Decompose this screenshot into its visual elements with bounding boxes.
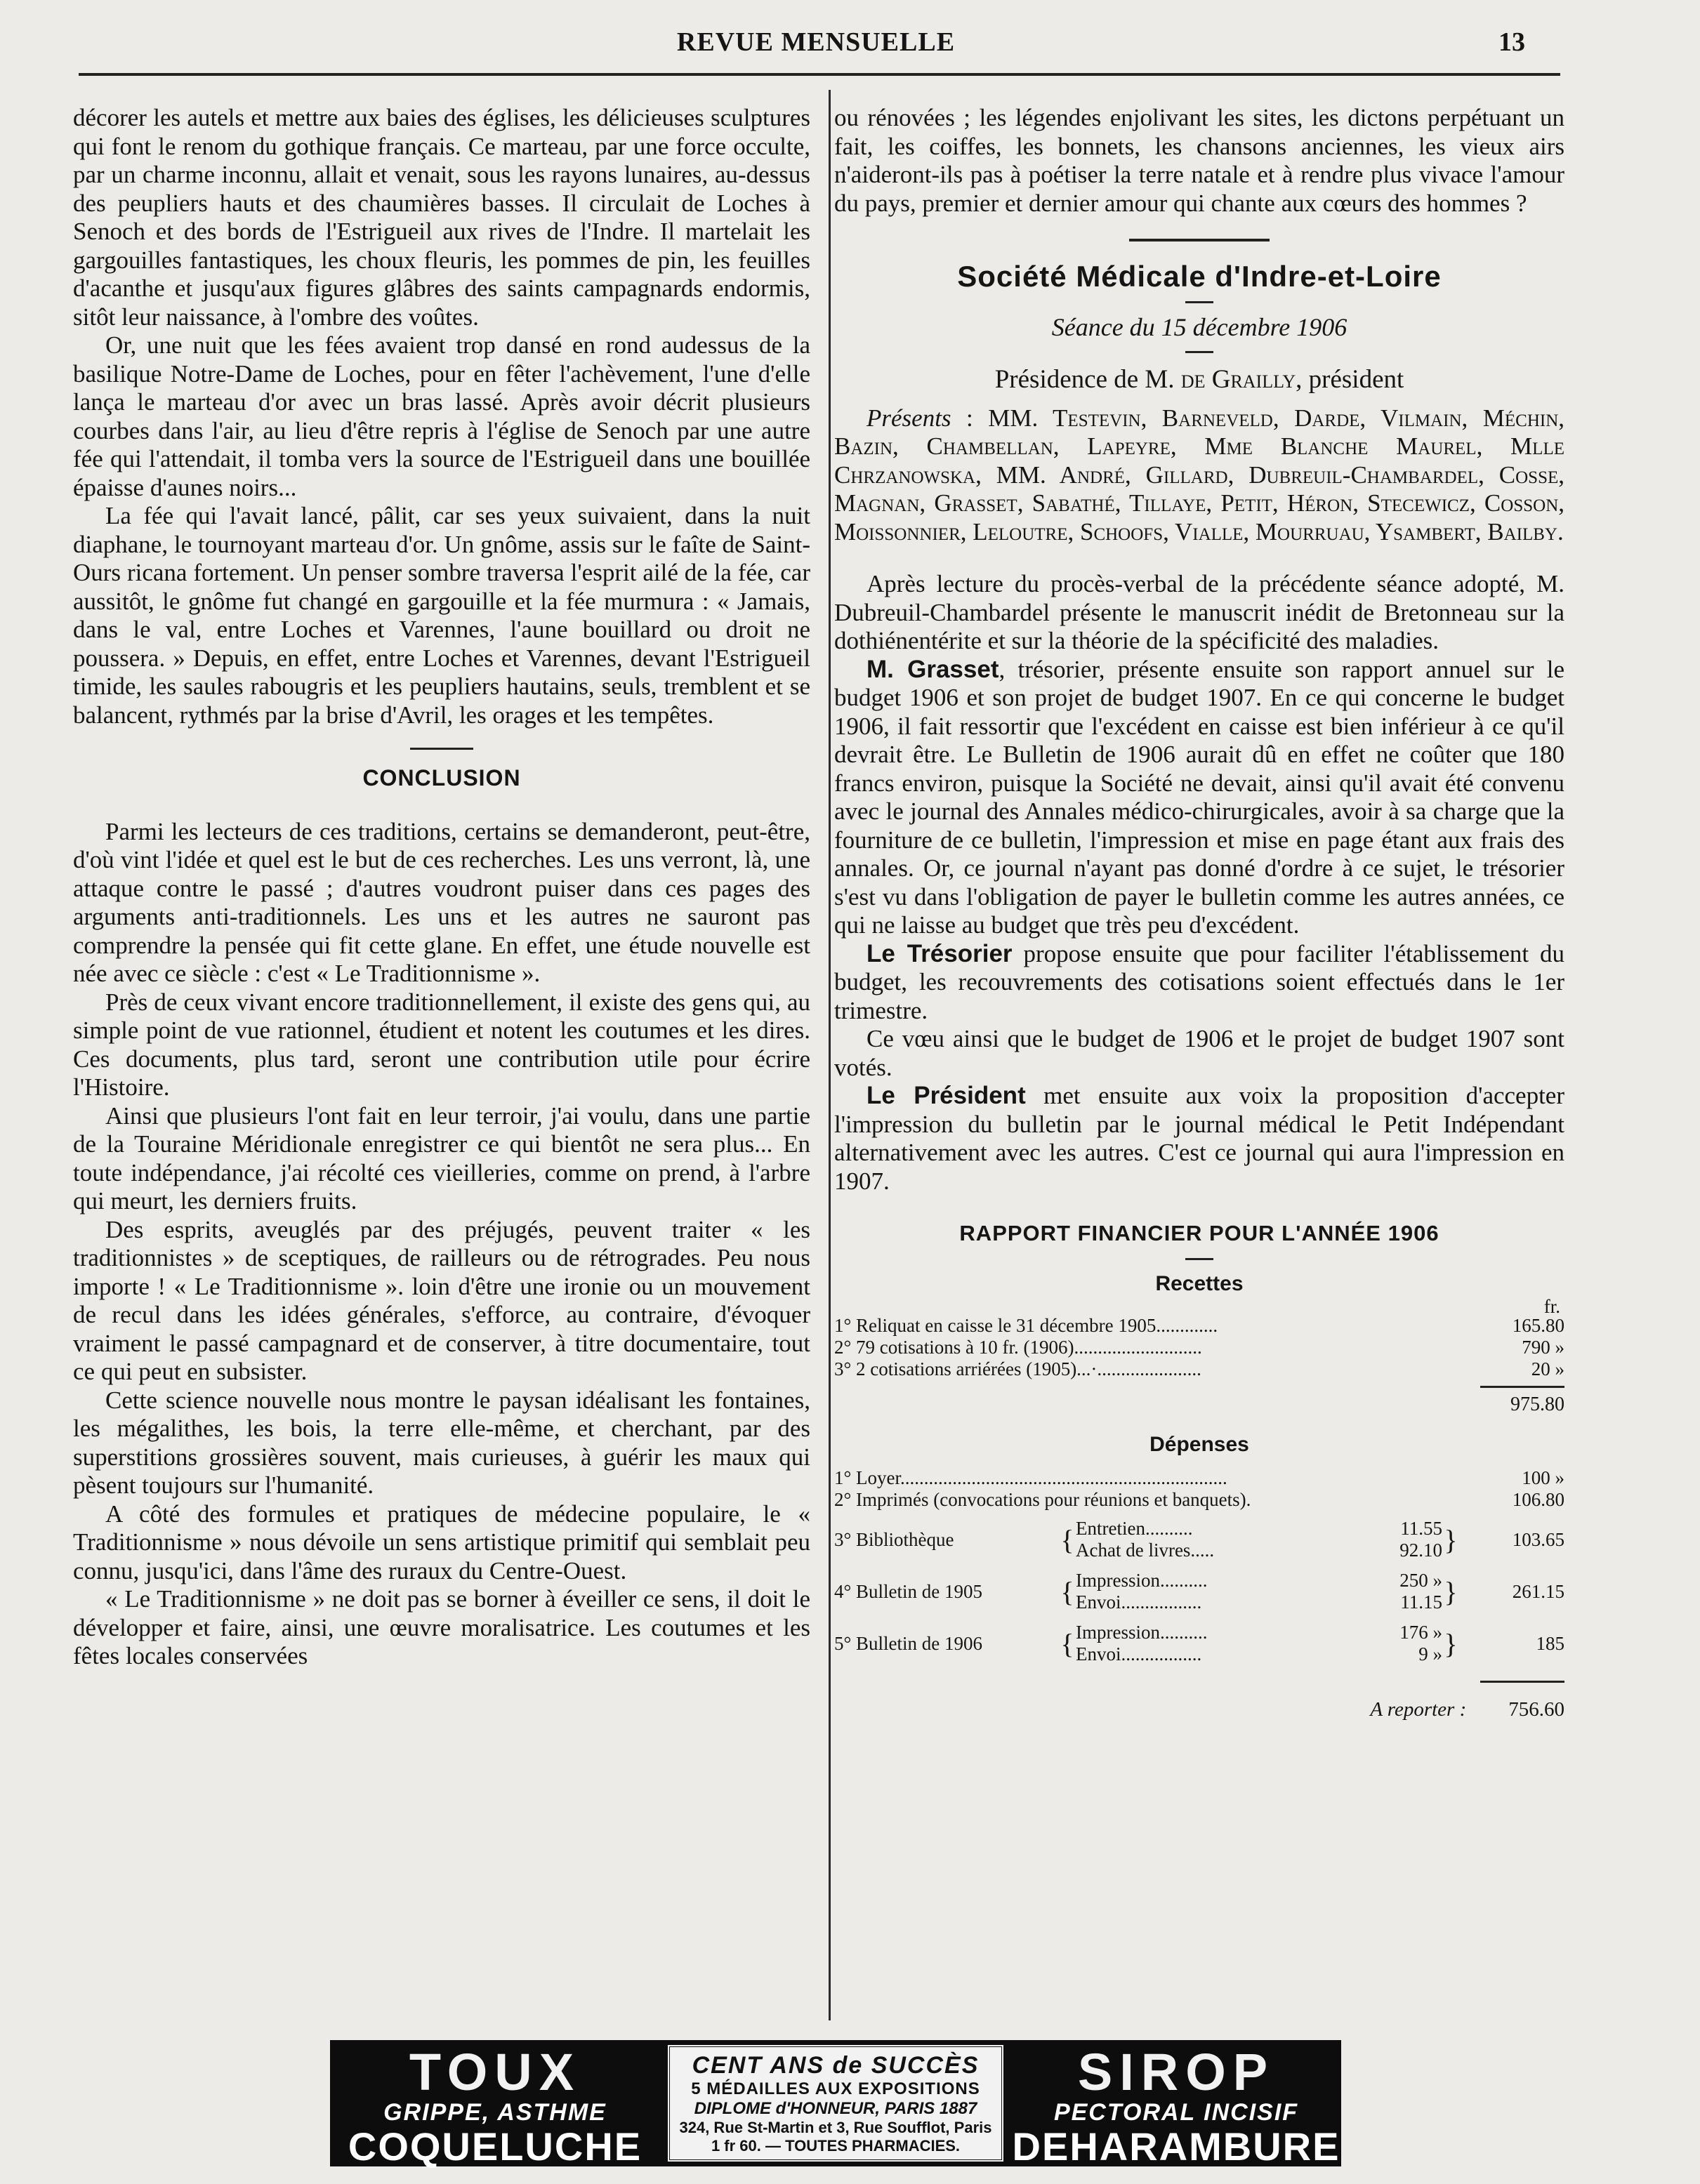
page-header [79, 27, 1553, 66]
ad-headline: SIROP [1077, 2043, 1275, 2101]
sub-label: Impression.......... [1076, 1622, 1208, 1643]
ad-address: 324, Rue St-Martin et 3, Rue Soufflot, Paris [679, 2118, 992, 2136]
carry-forward-label: A reporter : [1370, 1698, 1467, 1721]
page-number: 13 [1498, 27, 1525, 57]
total-rule [1480, 1681, 1564, 1683]
speaker-name: Le Trésorier [867, 939, 1013, 967]
dash [1185, 351, 1213, 353]
receipts-total: 975.80 [1510, 1394, 1564, 1415]
paragraph: Ce vœu ainsi que le budget de 1906 et le projet de budget 1907 sont votés. [834, 1025, 1564, 1081]
presidency-line [834, 366, 1564, 395]
sub-amount: 92.10 [1399, 1540, 1442, 1561]
row-label: 2° Imprimés (convocations pour réunions et banquets). [834, 1489, 1251, 1510]
session-date: Séance du 15 décembre 1906 [1051, 312, 1348, 341]
table-row [834, 1337, 1564, 1358]
sub-amount: 11.15 [1400, 1591, 1442, 1613]
paragraph: La fée qui l'avait lancé, pâlit, car ses yeux suivaient, dans la nuit diaphane, le tournoyant marteau d'or. Un gnôme, assis sur le faîte de Saint-Ours ricana fortement. Un penser sombre traversa l'esprit ailé de la fée, car aussitôt, le gnôme fut changé en gargouille et la fée murmura : « Jamais, dans le val, entre Loches et Varennes, l'aune bouillard ou droit ne poussera. » Depuis, en effet, entre Loches et Varennes, devant l'Estrigueil timide, les saules rabougris et les peupliers hautains, seuls, tremblent et se balancent, rythmés par la brise d'Avril, les orages et les tempêtes. [73, 502, 810, 729]
sub-label: Achat de livres..... [1076, 1540, 1215, 1561]
paragraph: Près de ceux vivant encore traditionnellement, il existe des gens qui, au simple point de vue rationnel, étudient et notent les coutumes et les dires. Ces documents, plus tard, seront une contribution utile pour écrire l'Histoire. [73, 988, 810, 1101]
table-row [834, 1570, 1564, 1591]
sub-label: Envoi................. [1076, 1591, 1202, 1613]
sub-amount: 9 » [1418, 1643, 1442, 1665]
expenses-heading: Dépenses [1149, 1432, 1249, 1456]
conclusion-heading: CONCLUSION [362, 765, 521, 790]
ad-subline: PECTORAL INCISIF [1053, 2099, 1299, 2126]
sub-label: Entretien.......... [1076, 1518, 1193, 1539]
brace-open: { [1060, 1575, 1074, 1608]
paragraph-text: , trésorier, présente ensuite son rapport annuel sur le budget 1906 et son projet de budget 1907. En ce qui concerne le budget 1906, il fait ressortir que l'excédent en caisse est bien inférieur à ce qu'il devrait être. Le Bulletin de 1906 aurait dû en effet ne coûter que 180 francs environ, puisque la Société ne devait, ainsi qu'il avait été convenu avec le journal des Annales médico-chirurgicales, avoir à sa charge que la fourniture de ce bulletin, l'impression et mise en page étant aux frais des annales. Or, ce journal n'ayant pas donné d'ordre à ce sujet, le trésorier s'est vu dans l'obligation de payer le bulletin comme les autres années, ce qui ne laisse au budget que très peu d'excédent. [834, 655, 1565, 939]
dash [1185, 301, 1213, 303]
left-column [73, 104, 810, 1671]
expenses-table [834, 1467, 1564, 1511]
row-amount: 165.80 [1512, 1315, 1564, 1336]
paragraph: Parmi les lecteurs de ces traditions, certains se demanderont, peut-être, d'où vint l'idée et quel est le but de ces recherches. Les uns verront, là, une attaque contre le passé ; d'autres voudront puiser dans ces pages des arguments anti-traditionnels. Les uns et les autres ne sauront pas comprendre la pensée qui fit cette glane. En effet, une étude nouvelle est née avec ce siècle : c'est « Le Traditionnisme ». [73, 817, 810, 987]
sub-amount: 11.55 [1400, 1518, 1442, 1539]
ad-medals: 5 MÉDAILLES AUX EXPOSITIONS [691, 2079, 980, 2098]
ad-slogan: CENT ANS de SUCCÈS [692, 2051, 980, 2079]
journal-title: REVUE MENSUELLE [676, 27, 956, 57]
ad-right-panel [1011, 2040, 1341, 2169]
attendance-label: Présents [867, 404, 951, 432]
brace-open: { [1060, 1523, 1074, 1556]
paragraph: Cette science nouvelle nous montre le paysan idéalisant les fontaines, les mégalithes, les bois, la terre elle-même, et cherchant, par des superstitions grossières souvent, mais curieuses, à guérir les maux qui pèsent toujours sur l'humanité. [73, 1386, 810, 1499]
carry-forward-total: 756.60 [1508, 1698, 1564, 1721]
ad-subline: GRIPPE, ASTHME [383, 2099, 607, 2126]
brace-close: } [1444, 1523, 1458, 1556]
header-rule [79, 73, 1560, 76]
row-label: 1° Reliquat en caisse le 31 décembre 1905............. [834, 1315, 1218, 1336]
receipts-heading: Recettes [1155, 1271, 1244, 1295]
ad-diploma: DIPLOME d'HONNEUR, PARIS 1887 [694, 2098, 977, 2118]
paragraph: décorer les autels et mettre aux baies des églises, les délicieuses sculptures qui font le renom du gothique français. Ce marteau, par une force occulte, par un charme inconnu, allait et venait, sous les rayons lunaires, au-dessus des peupliers hauts et des chaumières basses. Il circulait de Loches à Senoch et des bords de l'Estrigueil aux rives de l'Indre. Il martelait les gargouilles fantastiques, les choux fleuris, les pommes de pin, les feuilles d'acanthe et jusqu'aux figures glâbres des saints campagnards endormis, sitôt leur naissance, à l'ombre des voûtes. [73, 104, 810, 331]
attendance-list [834, 404, 1564, 547]
row-label: 3° 2 cotisations arriérées (1905)...·...................... [834, 1358, 1201, 1379]
speaker-name: M. Grasset [867, 655, 999, 683]
paragraph: A côté des formules et pratiques de médecine populaire, le « Traditionnisme » nous dévoile un sens artistique primitif qui semblait peu connu, jusqu'ici, dans l'âme des ruraux du Centre-Ouest. [73, 1500, 810, 1584]
dash [1185, 1258, 1213, 1260]
paragraph [834, 1082, 1564, 1196]
total-rule [1480, 1386, 1564, 1388]
brace-close: } [1444, 1627, 1458, 1660]
row-amount: 185 [1536, 1632, 1564, 1654]
separator [1129, 239, 1270, 241]
brace-close: } [1444, 1575, 1458, 1608]
speaker-name: Le Président [867, 1082, 1026, 1109]
table-row [834, 1467, 1564, 1489]
sub-amount: 176 » [1399, 1622, 1442, 1643]
row-amount: 20 » [1531, 1358, 1564, 1379]
president-name: de Grailly [1180, 365, 1296, 394]
row-amount: 100 » [1522, 1467, 1564, 1488]
row-label: 4° Bulletin de 1905 [834, 1580, 983, 1602]
presidency-suffix: , président [1296, 365, 1404, 394]
paragraph-text: propose ensuite que pour faciliter l'établissement du budget, les recouvrements des cotisations soient effectués dans le 1er trimestre. [834, 939, 1564, 1024]
sub-label: Envoi................. [1076, 1643, 1202, 1665]
receipts-table [834, 1315, 1564, 1380]
ad-headline-secondary: DEHARAMBURE [1012, 2124, 1340, 2169]
paragraph: Or, une nuit que les fées avaient trop dansé en rond audessus de la basilique Notre-Dame de Loches, pour en fêter l'achèvement, l'une d'elle lança le marteau d'or avec un bras lassé. Après avoir décrit plusieurs courbes dans l'air, au lieu d'être repris à l'église de Senoch par une autre fée qui l'attendait, il tomba vers la source de l'Estrigueil dans une bouillée épaisse d'aunes noirs... [73, 331, 810, 501]
row-amount: 106.80 [1512, 1489, 1564, 1510]
row-amount: 103.65 [1512, 1528, 1564, 1550]
paragraph: Des esprits, aveuglés par des préjugés, peuvent traiter « les traditionnistes » de sceptiques, de railleurs ou de rétrogrades. Peu nous importe ! « Le Traditionnisme ». loin d'être une ironie ou un mouvement de recul dans les idées générales, s'efforce, au contraire, d'évoquer vraiment le passé campagnard et de conserver, à titre documentaire, tout ce qui peut en subsister. [73, 1215, 810, 1385]
paragraph: « Le Traditionnisme » ne doit pas se borner à éveiller ce sens, il doit le développer et faire, ainsi, une œuvre moralisatrice. Les coutumes et les fêtes locales conservées [73, 1585, 810, 1669]
table-row [834, 1358, 1564, 1380]
row-amount: 261.15 [1512, 1580, 1564, 1602]
currency-unit: fr. [1543, 1296, 1560, 1317]
paragraph: ou rénovées ; les légendes enjolivant les sites, les dictons perpétuant un fait, les coiffes, les bonnets, les chansons anciennes, les vieux airs n'aideront-ils pas à poétiser la terre natale et à rendre plus vivace l'amour du pays, premier et dernier amour qui chante aux cœurs des hommes ? [834, 104, 1564, 217]
right-column [834, 104, 1564, 1724]
paragraph [834, 940, 1564, 1026]
separator [410, 748, 473, 750]
ad-center-panel [667, 2044, 1004, 2162]
row-label: 5° Bulletin de 1906 [834, 1632, 983, 1654]
row-label: 2° 79 cotisations à 10 fr. (1906)........................... [834, 1337, 1202, 1358]
sub-amount: 250 » [1399, 1570, 1442, 1591]
row-amount: 790 » [1522, 1337, 1564, 1358]
table-row [834, 1489, 1564, 1511]
table-row [834, 1622, 1564, 1643]
paragraph [834, 656, 1564, 940]
advertisement-banner [330, 2040, 1341, 2169]
presidency-prefix: Présidence de M. [994, 365, 1175, 394]
society-heading: Société Médicale d'Indre-et-Loire [957, 260, 1442, 293]
expenses-grouped-table [834, 1518, 1564, 1665]
table-row [834, 1315, 1564, 1337]
paragraph: Ainsi que plusieurs l'ont fait en leur terroir, j'ai voulu, dans une partie de la Touraine Méridionale enregistrer ce qui bientôt ne sera plus... En toute indépendance, j'ai récolté ces vieilleries, comme on prend, à l'arbre qui meurt, les derniers fruits. [73, 1101, 810, 1215]
financial-report-heading: RAPPORT FINANCIER POUR L'ANNÉE 1906 [959, 1221, 1439, 1245]
ad-headline: TOUX [409, 2043, 581, 2101]
row-label: 1° Loyer..................................................................... [834, 1467, 1227, 1488]
sub-label: Impression.......... [1076, 1570, 1208, 1591]
paragraph: Après lecture du procès-verbal de la précédente séance adopté, M. Dubreuil-Chambardel présente le manuscrit inédit de Bretonneau sur la dothiénentérite et sur la théorie de la spécificité des maladies. [834, 570, 1564, 654]
brace-open: { [1060, 1627, 1074, 1660]
ad-price: 1 fr 60. — TOUTES PHARMACIES. [711, 2136, 961, 2155]
column-divider [829, 90, 831, 2020]
paragraph-text: met ensuite aux voix la proposition d'accepter l'impression du bulletin par le journal médical le Petit Indépendant alternativement avec les autres. C'est ce journal qui aura l'impression en 1907. [834, 1082, 1564, 1195]
ad-headline-secondary: COQUELUCHE [348, 2124, 643, 2169]
carry-forward [834, 1695, 1564, 1724]
ad-left-panel [330, 2040, 660, 2169]
attendance-names: : MM. Testevin, Barneveld, Darde, Vilmain, Méchin, Bazin, Chambellan, Lapeyre, Mme Blanche Maurel, Mlle Chrzanowska, MM. André, Gillard, Dubreuil-Chambardel, Cosse, Magnan, Grasset, Sabathé, Tillaye, Petit, Héron, Stecewicz, Cosson, Moissonnier, Leloutre, Schoofs, Vialle, Mourruau, Ysambert, Bailby. [834, 404, 1565, 545]
table-row [834, 1518, 1564, 1540]
row-label: 3° Bibliothèque [834, 1528, 954, 1550]
